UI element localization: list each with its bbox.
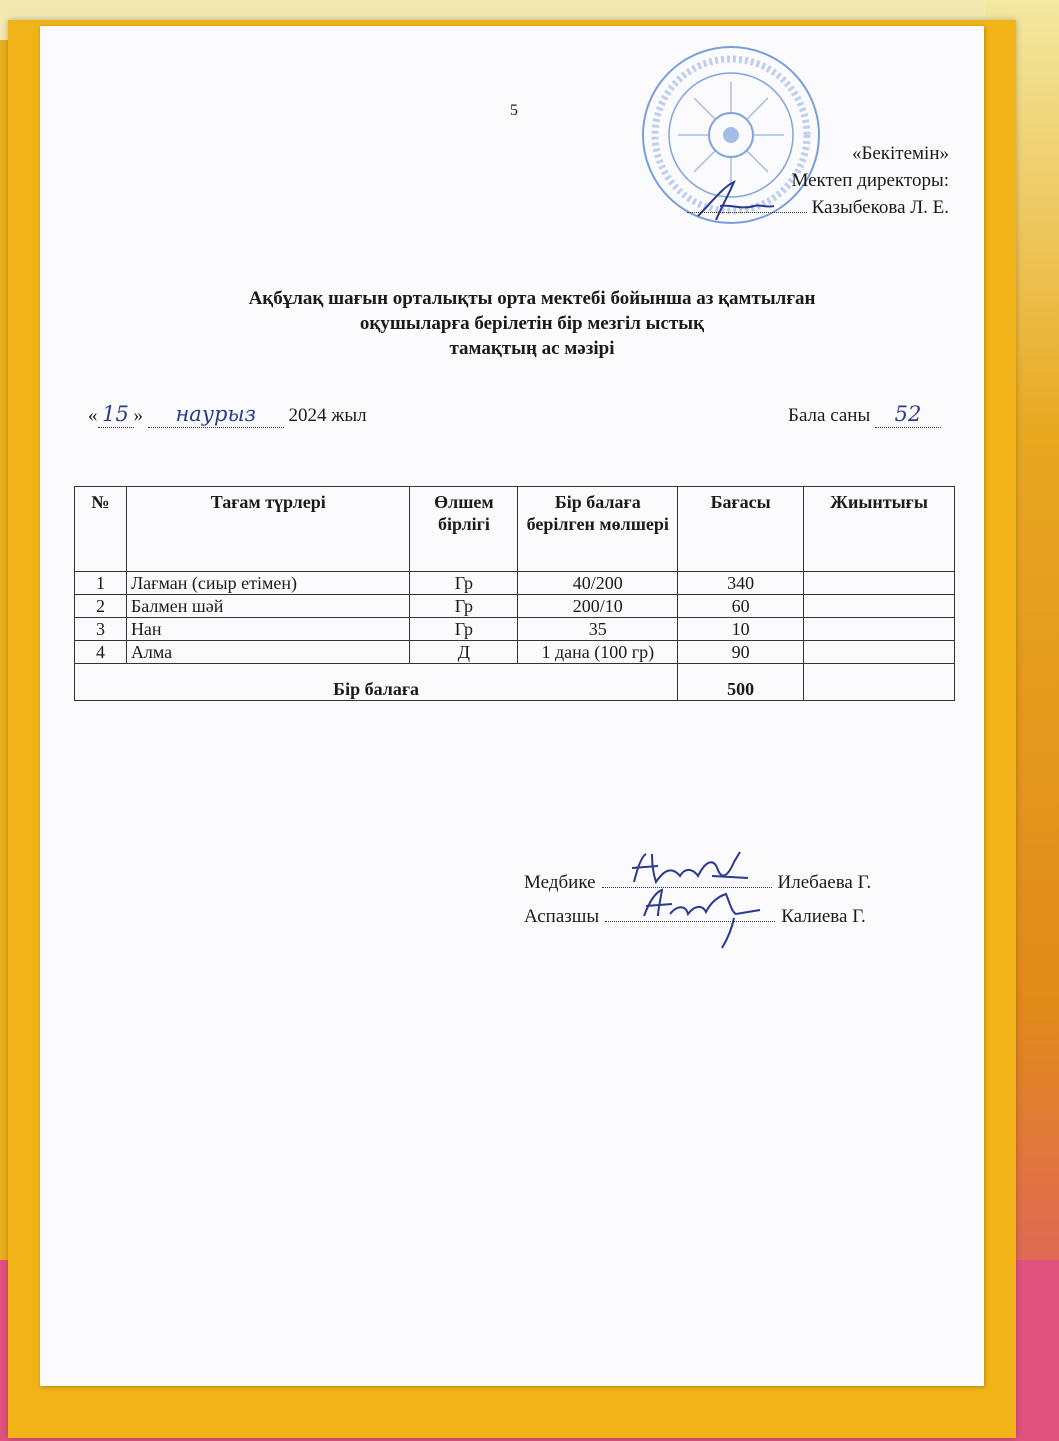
header-dish-type: Тағам түрлері xyxy=(126,487,410,572)
header-unit: Өлшем бірлігі xyxy=(410,487,518,572)
title-line-3: тамақтың ас мәзірі xyxy=(449,338,615,359)
row-price: 10 xyxy=(678,618,804,641)
date-open-quote: « xyxy=(88,405,98,426)
title-line-1: Ақбұлақ шағын орталықты орта мектебі бойынша аз қамтылған xyxy=(248,288,816,309)
row-dish: Алма xyxy=(126,641,410,664)
date-month: наурыз xyxy=(175,402,257,426)
row-number: 4 xyxy=(75,641,127,664)
row-number: 3 xyxy=(75,618,127,641)
nurse-label: Медбике xyxy=(524,872,596,893)
table-row xyxy=(75,618,955,641)
nurse-name: Илебаева Г. xyxy=(777,872,872,893)
row-total xyxy=(804,595,955,618)
cook-signature xyxy=(636,884,766,954)
row-total xyxy=(804,572,955,595)
date-year: 2024 жыл xyxy=(288,405,367,426)
total-label: Бір балаға xyxy=(75,664,678,701)
row-dish: Нан xyxy=(126,618,410,641)
approval-heading: «Бекітемін» xyxy=(851,143,949,164)
row-amount: 1 дана (100 гр) xyxy=(518,641,678,664)
date-day-field xyxy=(98,402,134,428)
row-unit: Д xyxy=(410,641,518,664)
row-amount: 35 xyxy=(518,618,678,641)
row-total xyxy=(804,618,955,641)
row-dish: Лағман (сиыр етімен) xyxy=(126,572,410,595)
date-line xyxy=(88,402,367,428)
director-name: Казыбекова Л. Е. xyxy=(811,197,949,218)
children-count-field xyxy=(875,402,941,428)
row-amount: 40/200 xyxy=(518,572,678,595)
approval-signature-line xyxy=(687,194,949,221)
approval-position: Мектеп директоры: xyxy=(791,170,949,191)
header-number: № xyxy=(75,487,127,572)
date-close-quote: » xyxy=(133,405,143,426)
children-count-value: 52 xyxy=(894,402,922,426)
date-month-field xyxy=(148,402,284,428)
row-unit: Гр xyxy=(410,572,518,595)
signature-dotted-line xyxy=(687,212,807,213)
children-count-label: Бала саны xyxy=(788,405,871,426)
row-price: 60 xyxy=(678,595,804,618)
row-amount: 200/10 xyxy=(518,595,678,618)
total-price: 500 xyxy=(678,664,804,701)
approval-block xyxy=(687,140,949,221)
menu-table xyxy=(74,486,955,701)
document-sheet xyxy=(40,26,984,1386)
row-price: 90 xyxy=(678,641,804,664)
table-row xyxy=(75,572,955,595)
row-dish: Балмен шәй xyxy=(126,595,410,618)
header-portion: Бір балаға берілген мөлшері xyxy=(518,487,678,572)
table-total-row xyxy=(75,664,955,701)
children-count-line xyxy=(788,402,941,428)
table-header-row xyxy=(75,487,955,572)
date-day: 15 xyxy=(102,402,129,426)
cook-name: Калиева Г. xyxy=(781,906,866,927)
row-unit: Гр xyxy=(410,618,518,641)
total-sum xyxy=(804,664,955,701)
row-price: 340 xyxy=(678,572,804,595)
cook-label: Аспазшы xyxy=(524,906,600,927)
title-line-2: оқушыларға берілетін бір мезгіл ыстық xyxy=(359,313,705,334)
table-row xyxy=(75,641,955,664)
page-number: 5 xyxy=(510,102,518,119)
row-number: 2 xyxy=(75,595,127,618)
header-price: Бағасы xyxy=(678,487,804,572)
table-row xyxy=(75,595,955,618)
row-number: 1 xyxy=(75,572,127,595)
header-total: Жиынтығы xyxy=(804,487,955,572)
row-unit: Гр xyxy=(410,595,518,618)
row-total xyxy=(804,641,955,664)
document-title xyxy=(40,286,1024,361)
